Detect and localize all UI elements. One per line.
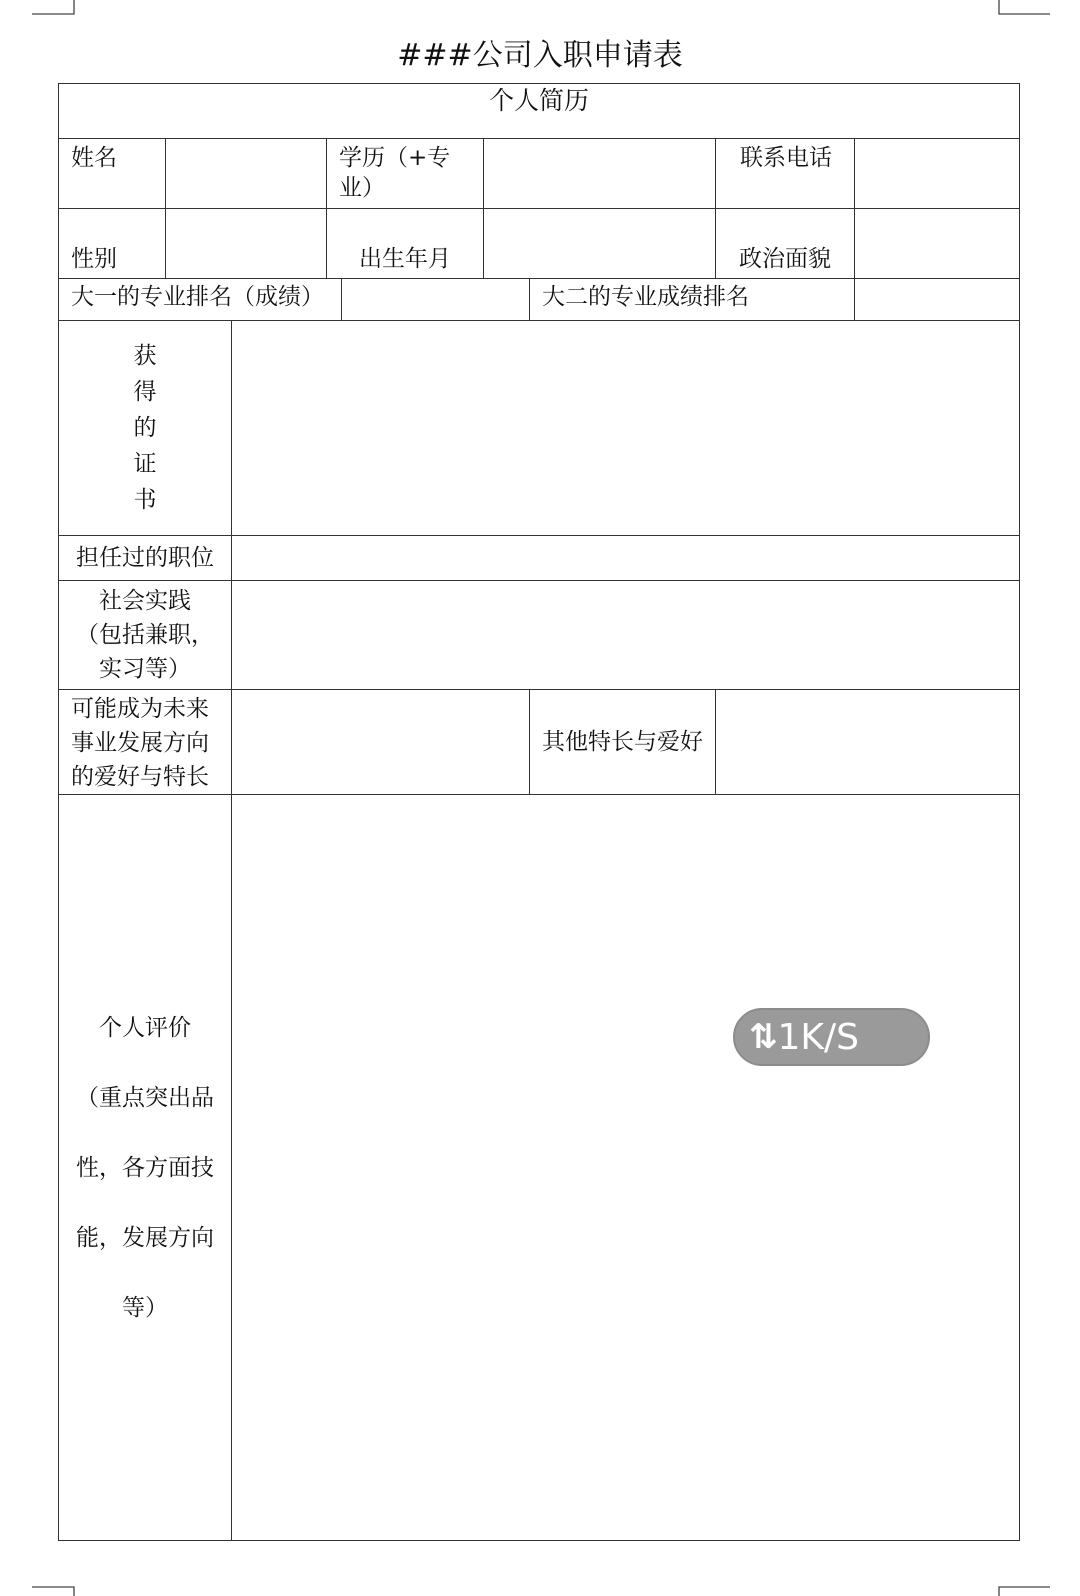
application-form-table xyxy=(58,83,1020,1541)
certificates-label: 获 得 的 证 书 xyxy=(59,321,232,536)
network-speed-badge[interactable] xyxy=(733,1008,930,1066)
document-title: ###公司入职申请表 xyxy=(397,38,683,73)
phone-label: 联系电话 xyxy=(716,139,855,209)
political-status-label: 政治面貌 xyxy=(716,209,855,279)
gender-label: 性别 xyxy=(59,209,166,279)
up-down-arrows-icon: ⇅ xyxy=(749,1017,772,1057)
birth-field[interactable] xyxy=(484,209,716,279)
positions-label: 担任过的职位 xyxy=(59,536,232,581)
certificates-field[interactable] xyxy=(232,321,1020,536)
phone-field[interactable] xyxy=(855,139,1020,209)
year1-rank-field[interactable] xyxy=(342,279,530,321)
network-speed-text: 1K/S xyxy=(777,1016,859,1058)
name-label: 姓名 xyxy=(59,139,166,209)
gender-field[interactable] xyxy=(166,209,327,279)
positions-field[interactable] xyxy=(232,536,1020,581)
self-evaluation-field[interactable] xyxy=(232,795,1020,1541)
crop-mark-bottom-right xyxy=(990,1580,1080,1596)
section-header-resume: 个人简历 xyxy=(59,84,1020,139)
career-hobby-field[interactable] xyxy=(232,690,530,795)
name-field[interactable] xyxy=(166,139,327,209)
self-evaluation-label: 个人评价 （重点突出品 性，各方面技 能，发展方向 等） xyxy=(59,795,232,1541)
crop-mark-top-left xyxy=(0,0,80,20)
crop-mark-top-right xyxy=(990,0,1080,20)
education-label: 学历（+专业） xyxy=(327,139,484,209)
year2-rank-field[interactable] xyxy=(855,279,1020,321)
political-status-field[interactable] xyxy=(855,209,1020,279)
year2-rank-label: 大二的专业成绩排名 xyxy=(530,279,855,321)
crop-mark-bottom-left xyxy=(0,1580,80,1596)
social-practice-label: 社会实践 （包括兼职， 实习等） xyxy=(59,581,232,690)
birth-label: 出生年月 xyxy=(327,209,484,279)
education-field[interactable] xyxy=(484,139,716,209)
other-hobby-field[interactable] xyxy=(716,690,1020,795)
social-practice-field[interactable] xyxy=(232,581,1020,690)
year1-rank-label: 大一的专业排名（成绩） xyxy=(59,279,342,321)
career-hobby-label: 可能成为未来 事业发展方向 的爱好与特长 xyxy=(59,690,232,795)
other-hobby-label: 其他特长与爱好 xyxy=(530,690,716,795)
